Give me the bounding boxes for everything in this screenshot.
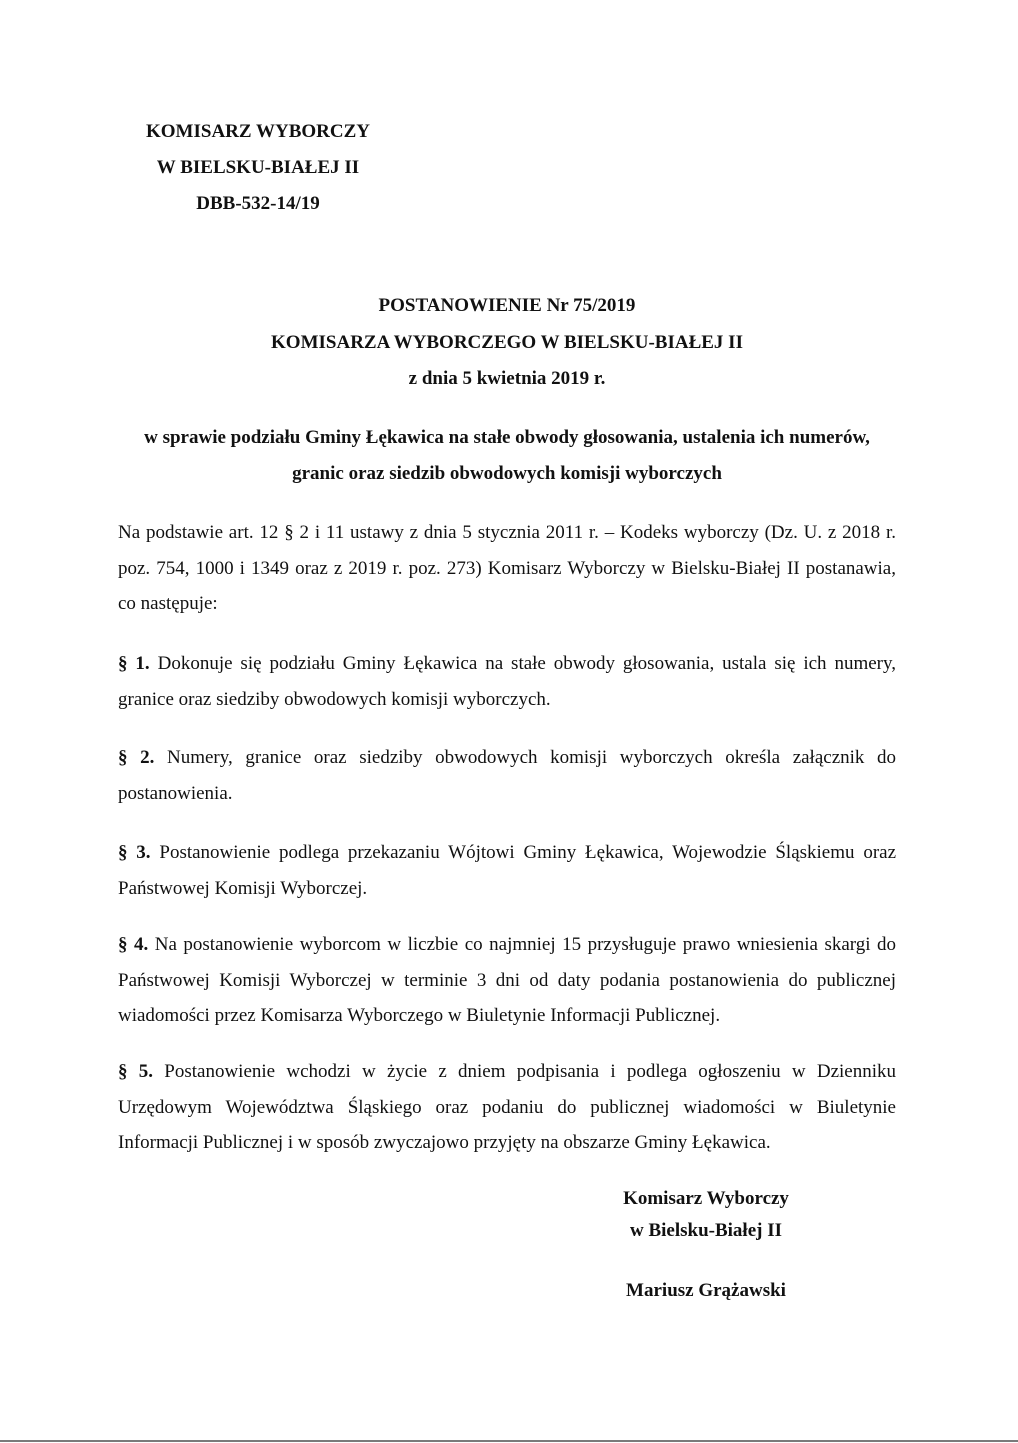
issuer-line-2: W BIELSKU-BIAŁEJ II xyxy=(156,157,360,178)
paragraph-number: § 5. xyxy=(118,1061,154,1082)
paragraph-text: Numery, granice oraz siedziby obwodowych komisji wyborczych określa załącznik do postanowienia. xyxy=(118,747,897,804)
paragraph-text: Postanowienie wchodzi w życie z dniem podpisania i podlega ogłoszeniu w Dzienniku Urzędowym Województwa Śląskiego oraz podaniu do publicznej wiadomości w Biuletynie Informacji Publicznej i w sposób zwyczajowo przyjęty na obszarze Gminy Łękawica. xyxy=(118,1061,896,1153)
page-bottom-border xyxy=(0,1440,1018,1442)
paragraph-text: Dokonuje się podziału Gminy Łękawica na stałe obwody głosowania, ustala się ich numery, granice oraz siedziby obwodowych komisji wyborczych. xyxy=(118,653,897,710)
paragraph-number: § 1. xyxy=(118,653,150,674)
paragraph-text: Postanowienie podlega przekazaniu Wójtowi Gminy Łękawica, Wojewodzie Śląskiemu oraz Państwowej Komisji Wyborczej. xyxy=(118,842,897,899)
paragraph-number: § 2. xyxy=(118,747,155,768)
paragraph-text: Na postanowienie wyborcom w liczbie co najmniej 15 przysługuje prawo wniesienia skargi do Państwowej Komisji Wyborczej w terminie 3 dni od daty podania postanowienia do publicznej wiadomości przez Komisarza Wyborczego w Biuletynie Informacji Publicznej. xyxy=(118,934,897,1026)
issuer-line-1: KOMISARZ WYBORCZY xyxy=(146,121,370,142)
issuer-header xyxy=(118,114,398,222)
paragraph-number: § 4. xyxy=(118,934,149,955)
title-date: z dnia 5 kwietnia 2019 r. xyxy=(408,368,606,389)
reference-number: DBB-532-14/19 xyxy=(196,193,320,214)
signature-title-line-2: w Bielsku-Białej II xyxy=(629,1220,783,1241)
signature-block xyxy=(580,1183,832,1307)
paragraph-number: § 3. xyxy=(118,842,151,863)
paragraph-5 xyxy=(118,1054,896,1161)
paragraph-2 xyxy=(118,740,896,811)
paragraph-1 xyxy=(118,646,896,717)
paragraph-4 xyxy=(118,927,896,1034)
signature-title-line-1: Komisarz Wyborczy xyxy=(623,1188,789,1209)
signer-name: Mariusz Grążawski xyxy=(626,1280,786,1301)
document-subject: w sprawie podziału Gminy Łękawica na stałe obwody głosowania, ustalenia ich numerów, granic oraz siedzib obwodowych komisji wyborczych xyxy=(144,427,870,484)
document-title xyxy=(118,288,896,398)
title-line-1: POSTANOWIENIE Nr 75/2019 xyxy=(378,295,636,316)
paragraph-3 xyxy=(118,835,896,906)
intro-paragraph: Na podstawie art. 12 § 2 i 11 ustawy z dnia 5 stycznia 2011 r. – Kodeks wyborczy (Dz. U. z 2018 r. poz. 754, 1000 i 1349 oraz z 2019 r. poz. 273) Komisarz Wyborczy w Bielsku-Białej II postanawia, co następuje: xyxy=(118,522,896,614)
title-line-2: KOMISARZA WYBORCZEGO W BIELSKU-BIAŁEJ II xyxy=(271,331,743,353)
